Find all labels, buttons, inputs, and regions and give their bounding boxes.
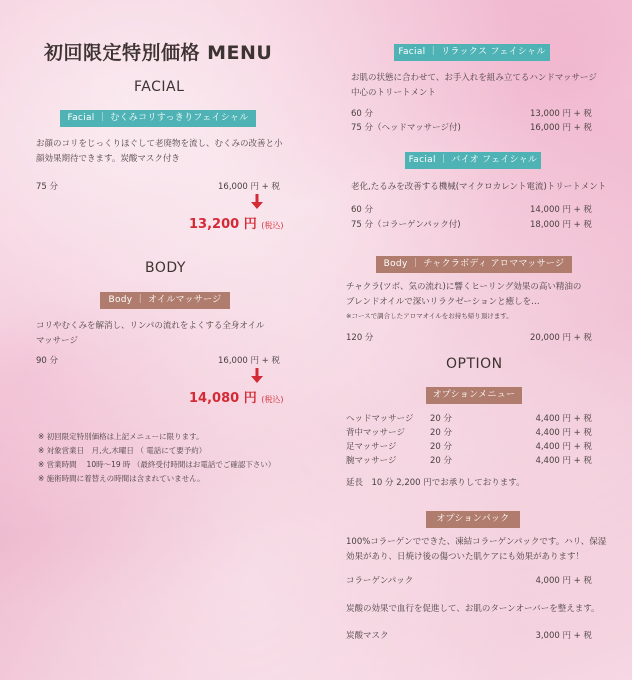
note-item: ※ 初回限定特別価格は上記メニューに限ります。 xyxy=(38,432,204,441)
option-menu-tag: オプションメニュー xyxy=(426,387,522,404)
option-item-price: 4,400 円 + 税 xyxy=(535,428,592,438)
body-heading: BODY xyxy=(145,260,186,276)
arrow-down-icon xyxy=(251,368,263,384)
body-sale-price xyxy=(189,387,283,406)
facial-sale-price xyxy=(189,213,283,232)
facial-heading: FACIAL xyxy=(134,79,185,95)
relax-row-label: 60 分 xyxy=(351,109,374,119)
bio-facial-description: 老化,たるみを改善する機械(マイクロカレント電流)トリートメント xyxy=(351,182,607,192)
bio-row-label: 75 分（コラーゲンパック付) xyxy=(351,220,461,230)
relax-row-label: 75 分（ヘッドマッサージ付) xyxy=(351,123,461,133)
option-item-name: 足マッサージ xyxy=(346,442,397,452)
arrow-down-icon xyxy=(251,194,263,210)
body-tax-included: (税込) xyxy=(261,395,284,404)
collagen-pack-label: コラーゲンパック xyxy=(346,576,414,586)
note-item: ※ 施術時間に着替えの時間は含まれていません。 xyxy=(38,474,205,483)
bio-row-price: 18,000 円 + 税 xyxy=(530,220,592,230)
note-item: ※ 営業時間 10時～19 時 （最終受付時間はお電話でご確認下さい） xyxy=(38,460,276,469)
option-pack-tag: オプションパック xyxy=(426,511,520,528)
option-item-time: 20 分 xyxy=(430,414,453,424)
page-title: 初回限定特別価格 MENU xyxy=(44,42,273,64)
pack-desc-line-2: 効果があり、日焼け後の傷ついた肌ケアにも効果があります！ xyxy=(346,552,585,562)
body-desc-line-2: マッサージ xyxy=(36,336,78,346)
relax-facial-description xyxy=(351,71,597,101)
facial-price: 16,000 円 + 税 xyxy=(218,182,280,192)
body-duration: 90 分 xyxy=(36,356,59,366)
relax-desc-line-1: お肌の状態に合わせて、お手入れを組み立てるハンドマッサージ xyxy=(351,73,597,83)
body-description xyxy=(36,319,264,349)
chakra-body-tag: Body ｜ チャクラボディ アロママッサージ xyxy=(376,256,572,273)
facial-desc-line-1: お顔のコリをじっくりほぐして老廃物を流し、むくみの改善と小 xyxy=(36,139,283,149)
option-item-name: 腕マッサージ xyxy=(346,456,397,466)
option-item-time: 20 分 xyxy=(430,428,453,438)
extension-note: 延長 10 分 2,200 円でお承りしております。 xyxy=(346,478,525,488)
option-item-name: ヘッドマッサージ xyxy=(346,414,414,424)
option-item-price: 4,400 円 + 税 xyxy=(535,414,592,424)
pack-desc-line-1: 100%コラーゲンでできた、凍結コラーゲンパックです。ハリ、保湿 xyxy=(346,537,607,547)
relax-row-price: 13,000 円 + 税 xyxy=(530,109,592,119)
note-item: ※ 対象営業日 月,火,木曜日 （ 電話にて要予約） xyxy=(38,446,207,455)
option-item-price: 4,400 円 + 税 xyxy=(535,442,592,452)
option-heading: OPTION xyxy=(446,356,503,372)
option-item-name: 背中マッサージ xyxy=(346,428,405,438)
option-item-time: 20 分 xyxy=(430,456,453,466)
carbonic-mask-label: 炭酸マスク xyxy=(346,631,389,641)
relax-facial-tag: Facial ｜ リラックス フェイシャル xyxy=(394,44,550,61)
option-item-time: 20 分 xyxy=(430,442,453,452)
carbonic-mask-price: 3,000 円 + 税 xyxy=(535,631,592,641)
carbonic-description: 炭酸の効果で血行を促進して、お肌のターンオーバーを整えます。 xyxy=(346,604,600,614)
relax-desc-line-2: 中心のトリートメント xyxy=(351,88,436,98)
facial-tag: Facial ｜ むくみコリすっきりフェイシャル xyxy=(60,110,256,127)
facial-duration: 75 分 xyxy=(36,182,59,192)
option-item-price: 4,400 円 + 税 xyxy=(535,456,592,466)
bio-facial-tag: Facial ｜ バイオ フェイシャル xyxy=(405,152,541,169)
body-price: 16,000 円 + 税 xyxy=(218,356,280,366)
body-tag: Body ｜ オイルマッサージ xyxy=(100,292,230,309)
chakra-description xyxy=(346,280,581,310)
collagen-description xyxy=(346,535,606,565)
collagen-pack-price: 4,000 円 + 税 xyxy=(535,576,592,586)
bio-row-price: 14,000 円 + 税 xyxy=(530,205,592,215)
facial-desc-line-2: 顔効果期待できます。炭酸マスク付き xyxy=(36,154,180,164)
chakra-desc-line-2: ブレンドオイルで深いリラクゼーションと癒しを… xyxy=(346,297,540,307)
chakra-price: 20,000 円 + 税 xyxy=(530,333,592,343)
facial-description xyxy=(36,137,283,167)
notes-list xyxy=(38,430,275,486)
bio-row-label: 60 分 xyxy=(351,205,374,215)
chakra-small-note: ※コースで調合したアロマオイルをお持ち帰り頂けます。 xyxy=(346,312,513,320)
facial-tax-included: (税込) xyxy=(261,221,284,230)
body-sale-amount: 14,080 円 xyxy=(189,391,257,406)
body-desc-line-1: コリやむくみを解消し、リンパの流れをよくする全身オイル xyxy=(36,321,265,331)
chakra-desc-line-1: チャクラ(ツボ、気の流れ)に響くヒーリング効果の高い精油の xyxy=(346,282,582,292)
relax-row-price: 16,000 円 + 税 xyxy=(530,123,592,133)
facial-sale-amount: 13,200 円 xyxy=(189,217,257,232)
chakra-duration: 120 分 xyxy=(346,333,374,343)
